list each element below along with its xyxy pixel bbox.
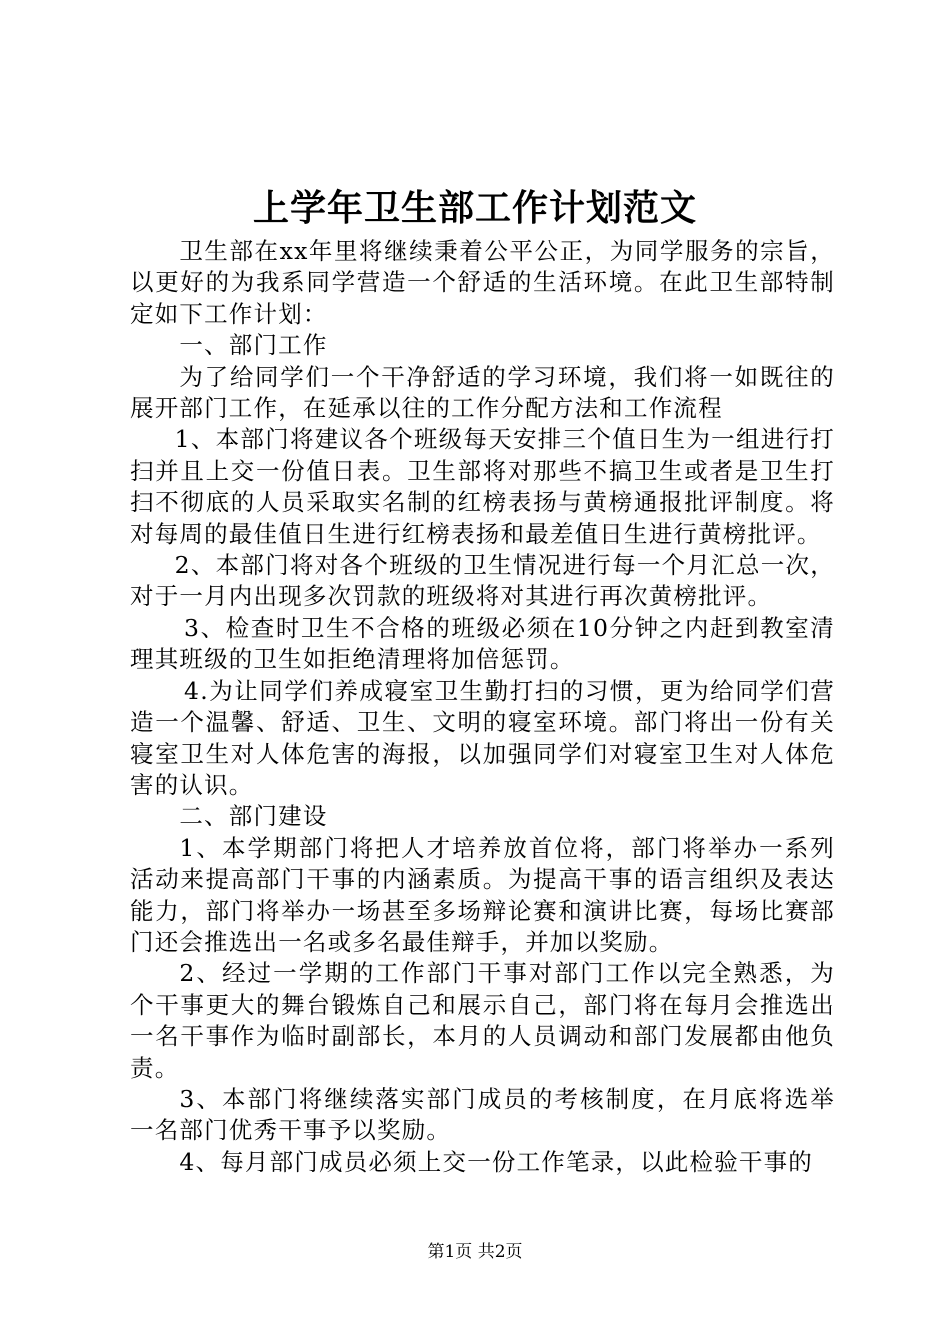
page-number-footer: 第1页 共2页 — [427, 1242, 523, 1262]
section-heading-department-building: 二、部门建设 — [179, 802, 328, 831]
paragraph-building-item-4: 4、每月部门成员必须上交一份工作笔录，以此检验干事的 — [179, 1147, 813, 1176]
paragraph-intro: 卫生部在xx年里将继续秉着公平公正，为同学服务的宗旨，以更好的为我系同学营造一个舒适的生活环境。在此卫生部特制定如下工作计划： — [130, 237, 835, 328]
paragraph-building-item-3: 3、本部门将继续落实部门成员的考核制度，在月底将选举一名部门优秀干事予以奖励。 — [130, 1084, 835, 1145]
paragraph-work-item-1: 1、本部门将建议各个班级每天安排三个值日生为一组进行打扫并且上交一份值日表。卫生部将对那些不搞卫生或者是卫生打扫不彻底的人员采取实名制的红榜表扬与黄榜通报批评制度。将对每周的最佳值日生进行红榜表扬和最差值日生进行黄榜批评。 — [130, 425, 835, 548]
section-heading-department-work: 一、部门工作 — [179, 331, 328, 360]
paragraph-work-overview: 为了给同学们一个干净舒适的学习环境，我们将一如既往的展开部门工作，在延承以往的工作分配方法和工作流程 — [130, 362, 835, 423]
document-title: 上学年卫生部工作计划范文 — [252, 187, 697, 229]
paragraph-work-item-3: 3、检查时卫生不合格的班级必须在10分钟之内赶到教室清理其班级的卫生如拒绝清理将加倍惩罚。 — [130, 613, 835, 674]
paragraph-building-item-2: 2、经过一学期的工作部门干事对部门工作以完全熟悉，为个干事更大的舞台锻炼自己和展示自己，部门将在每月会推选出一名干事作为临时副部长，本月的人员调动和部门发展都由他负责。 — [130, 959, 835, 1082]
document-body — [130, 236, 835, 1178]
paragraph-work-item-4: 4.为让同学们养成寝室卫生勤打扫的习惯，更为给同学们营造一个温馨、舒适、卫生、文明的寝室环境。部门将出一份有关寝室卫生对人体危害的海报，以加强同学们对寝室卫生对人体危害的认识。 — [130, 676, 835, 799]
paragraph-work-item-2: 2、本部门将对各个班级的卫生情况进行每一个月汇总一次，对于一月内出现多次罚款的班级将对其进行再次黄榜批评。 — [130, 551, 835, 611]
paragraph-building-item-1: 1、本学期部门将把人才培养放首位将，部门将举办一系列活动来提高部门干事的内涵素质。为提高干事的语言组织及表达能力，部门将举办一场甚至多场辩论赛和演讲比赛，每场比赛部门还会推选出一名或多名最佳辩手，并加以奖励。 — [130, 833, 835, 956]
